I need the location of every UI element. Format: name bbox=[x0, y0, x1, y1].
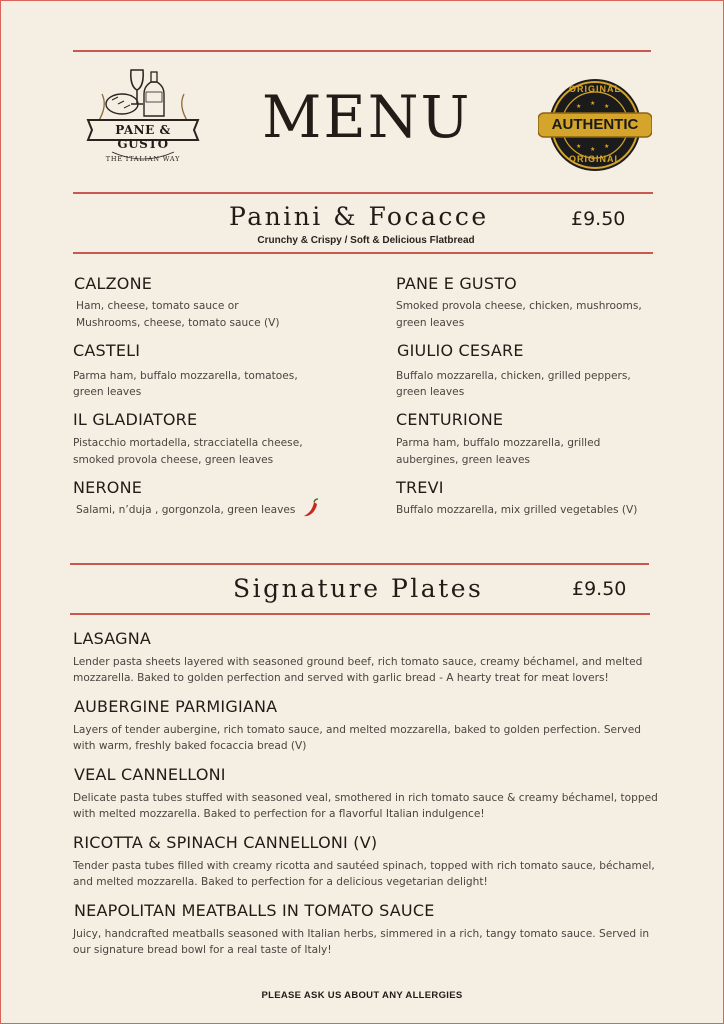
authentic-badge bbox=[538, 77, 652, 173]
badge-top-text: ORIGINAL bbox=[569, 84, 621, 94]
logo-brand-text: PANE & GUSTO bbox=[115, 123, 171, 151]
menu-item-desc: Parma ham, buffalo mozzarella, tomatoes, bbox=[73, 370, 298, 382]
signature-top-rule bbox=[70, 563, 649, 565]
menu-item-desc: Salami, n’duja , gorgonzola, green leaves bbox=[76, 504, 296, 516]
badge-bottom-text: ORIGINAL bbox=[569, 154, 621, 164]
menu-item-desc: Tender pasta tubes filled with creamy ricotta and sautéed spinach, topped with rich tomato sauce, béchamel, bbox=[73, 860, 655, 872]
menu-item-desc: mozzarella. Baked to golden perfection and served with garlic bread - A hearty treat for meat lovers! bbox=[73, 672, 609, 684]
signature-section-title: Signature Plates bbox=[233, 574, 484, 603]
header-top-rule bbox=[73, 50, 651, 52]
page-title: MENU bbox=[262, 83, 472, 151]
menu-item-name: TREVI bbox=[396, 478, 444, 497]
badge-middle-text: AUTHENTIC bbox=[551, 116, 639, 133]
signature-price: £9.50 bbox=[572, 578, 627, 600]
menu-item-desc: Juicy, handcrafted meatballs seasoned with Italian herbs, simmered in a rich, tangy tomato sauce. Served in bbox=[73, 928, 650, 940]
logo-tagline: THE ITALIAN WAY bbox=[105, 155, 181, 163]
panini-subtitle: Crunchy & Crispy / Soft & Delicious Flatbread bbox=[257, 235, 475, 246]
menu-item-desc: Pistacchio mortadella, stracciatella cheese, bbox=[73, 437, 303, 449]
menu-item-desc: green leaves bbox=[396, 317, 465, 329]
menu-item-desc: with warm, freshly baked focaccia bread (V) bbox=[73, 740, 307, 752]
menu-item-desc: green leaves bbox=[73, 386, 142, 398]
svg-text:★: ★ bbox=[576, 104, 582, 110]
menu-item-name: NERONE bbox=[73, 478, 143, 497]
menu-item-name: IL GLADIATORE bbox=[73, 410, 198, 429]
menu-item-name: CALZONE bbox=[74, 274, 153, 293]
menu-item-desc: smoked provola cheese, green leaves bbox=[73, 454, 274, 466]
panini-price: £9.50 bbox=[571, 208, 626, 230]
panini-divider bbox=[73, 252, 653, 254]
menu-item-desc: Parma ham, buffalo mozzarella, grilled bbox=[396, 437, 601, 449]
svg-text:★: ★ bbox=[576, 144, 582, 150]
signature-bottom-rule bbox=[70, 613, 650, 615]
menu-item-name: CASTELI bbox=[73, 341, 141, 360]
menu-item-name: AUBERGINE PARMIGIANA bbox=[74, 697, 278, 716]
menu-item-name: GIULIO CESARE bbox=[397, 341, 524, 360]
menu-item-name: NEAPOLITAN MEATBALLS IN TOMATO SAUCE bbox=[74, 901, 435, 920]
panini-section-title: Panini & Focacce bbox=[229, 202, 489, 231]
pane-gusto-logo bbox=[84, 64, 202, 172]
menu-item-desc: with melted mozzarella. Baked to perfection for a flavorful Italian indulgence! bbox=[73, 808, 485, 820]
menu-item-name: PANE E GUSTO bbox=[396, 274, 517, 293]
menu-item-name: VEAL CANNELLONI bbox=[74, 765, 226, 784]
svg-text:★: ★ bbox=[590, 101, 596, 107]
header-bottom-rule bbox=[73, 192, 653, 194]
menu-item-name: RICOTTA & SPINACH CANNELLONI (V) bbox=[73, 833, 378, 852]
menu-item-desc: Smoked provola cheese, chicken, mushrooms, bbox=[396, 300, 642, 312]
menu-item-name: CENTURIONE bbox=[396, 410, 504, 429]
menu-item-desc: our signature bread bowl for a real taste of Italy! bbox=[73, 944, 332, 956]
svg-text:★: ★ bbox=[604, 144, 610, 150]
menu-item-name: LASAGNA bbox=[73, 629, 152, 648]
menu-item-desc: Ham, cheese, tomato sauce or bbox=[76, 300, 239, 312]
menu-item-desc: Buffalo mozzarella, mix grilled vegetables (V) bbox=[396, 504, 638, 516]
chili-pepper-icon bbox=[302, 498, 320, 518]
svg-text:★: ★ bbox=[590, 147, 596, 153]
menu-item-desc: Buffalo mozzarella, chicken, grilled peppers, bbox=[396, 370, 631, 382]
menu-item-desc: Lender pasta sheets layered with seasoned ground beef, rich tomato sauce, creamy béchamel, and melted bbox=[73, 656, 643, 668]
menu-item-desc: aubergines, green leaves bbox=[396, 454, 530, 466]
menu-item-desc: green leaves bbox=[396, 386, 465, 398]
menu-item-desc: Delicate pasta tubes stuffed with seasoned veal, smothered in rich tomato sauce & creamy béchamel, topped bbox=[73, 792, 658, 804]
menu-item-desc: Mushrooms, cheese, tomato sauce (V) bbox=[76, 317, 280, 329]
menu-item-desc: Layers of tender aubergine, rich tomato sauce, and melted mozzarella, baked to golden perfection. Served bbox=[73, 724, 641, 736]
menu-item-desc: and melted mozzarella. Baked to perfection for a delicious vegetarian delight! bbox=[73, 876, 488, 888]
svg-text:★: ★ bbox=[604, 104, 610, 110]
allergy-note: PLEASE ASK US ABOUT ANY ALLERGIES bbox=[261, 990, 463, 1001]
